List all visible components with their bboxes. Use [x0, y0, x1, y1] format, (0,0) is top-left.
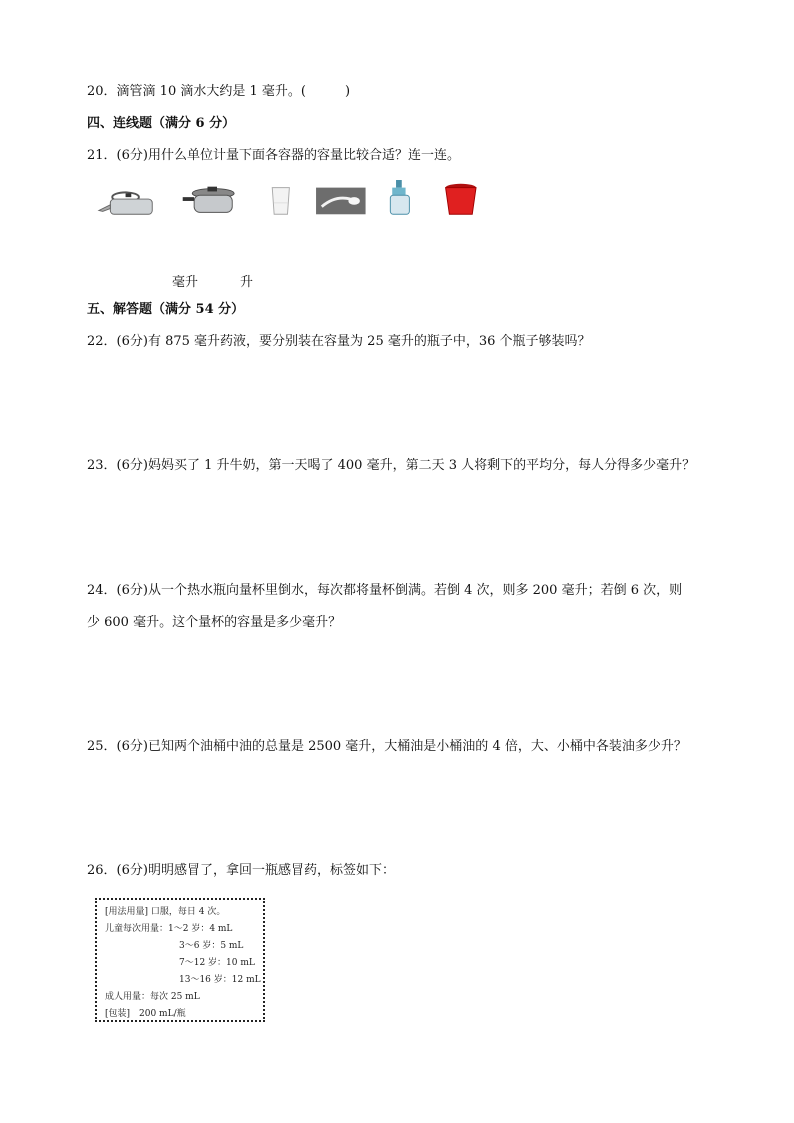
usage-text: [用法用量] 口服，每日 4 次。 — [105, 907, 226, 917]
question-25: 25．(6分)已知两个油桶中油的总量是 2500 毫升，大桶油是小桶油的 4 倍，大、小桶中各装油多少升？ — [87, 739, 687, 754]
child-dosage-row: 13～16 岁：12 mL — [179, 975, 261, 985]
question-22: 22．(6分)有 875 毫升药液，要分别装在容量为 25 毫升的瓶子中，36 个瓶子够装吗？ — [87, 334, 591, 349]
child-dosage-row: 3～6 岁：5 mL — [179, 941, 244, 951]
question-26: 26．(6分)明明感冒了，拿回一瓶感冒药，标签如下： — [87, 863, 395, 878]
section-5-heading: 五、解答题（满分 54 分） — [87, 302, 245, 317]
unit-liter: 升 — [240, 275, 254, 290]
glass-cup-icon — [272, 188, 289, 215]
question-21: 21．(6分)用什么单位计量下面各容器的容量比较合适？连一连。 — [87, 148, 460, 163]
section-4-heading: 四、连线题（满分 6 分） — [87, 116, 236, 131]
child-dosage-title: 儿童每次用量：1～2 岁：4 mL — [105, 924, 233, 934]
question-24-line-2: 少 600 毫升。这个量杯的容量是多少毫升？ — [87, 615, 342, 630]
question-20: 20．滴管滴 10 滴水大约是 1 毫升。( ) — [87, 84, 351, 99]
child-dosage-row: 7～12 岁：10 mL — [179, 958, 255, 968]
pressure-cooker-icon — [183, 187, 234, 213]
adult-dosage: 成人用量：每次 25 mL — [105, 992, 200, 1002]
spoon-icon — [316, 188, 366, 215]
eye-drop-bottle-icon — [390, 180, 409, 214]
medicine-label — [95, 898, 265, 1022]
unit-milliliter: 毫升 — [172, 275, 199, 290]
red-bucket-icon — [446, 184, 476, 214]
package-info: [包装] 200 mL/瓶 — [105, 1009, 186, 1019]
question-24-line-1: 24．(6分)从一个热水瓶向量杯里倒水，每次都将量杯倒满。若倒 4 次，则多 200 毫升；若倒 6 次，则 — [87, 583, 683, 598]
kettle-icon — [99, 192, 152, 214]
question-23: 23．(6分)妈妈买了 1 升牛奶，第一天喝了 400 毫升，第二天 3 人将剩下的平均分，每人分得多少毫升？ — [87, 458, 696, 473]
container-images — [87, 180, 507, 220]
